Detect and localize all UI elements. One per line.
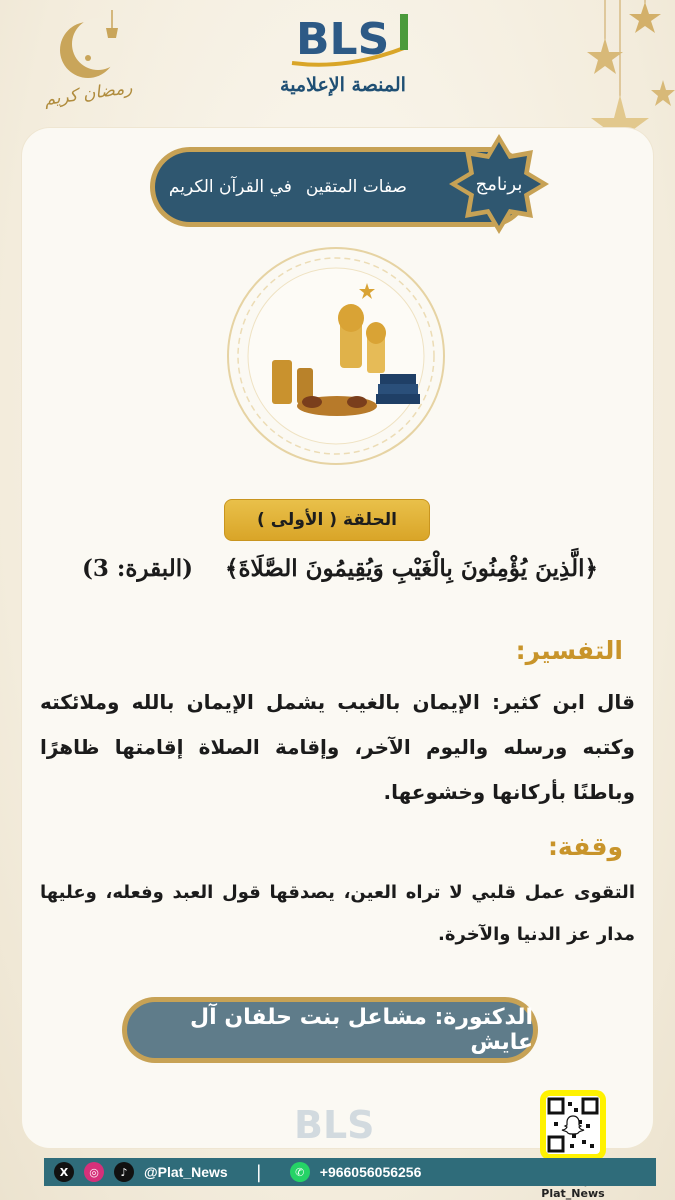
ramadan-script: رمضان كريم [43,77,134,111]
instagram-icon[interactable]: ◎ [84,1162,104,1182]
platform-name: المنصة الإعلامية [280,74,406,96]
waqfa-heading: وقفة: [547,832,623,861]
episode-badge: الحلقة ( الأولى ) [224,499,430,541]
verse-text: ﴿الَّذِينَ يُؤْمِنُونَ بِالْغَيْبِ وَيُقِيمُونَ الصَّلَاةَ﴾ [225,555,599,582]
footer-divider: | [255,1161,262,1183]
qr-pattern [546,1096,600,1154]
verse-reference: (البقرة: 3) [81,555,193,582]
whatsapp-icon[interactable]: ✆ [290,1162,310,1182]
watermark-logo [290,1098,390,1148]
program-title-part2: في القرآن الكريم [168,177,292,197]
social-handle[interactable]: @Plat_News [144,1164,228,1180]
qr-icon [546,1096,600,1154]
tiktok-icon[interactable]: ♪ [114,1162,134,1182]
x-icon[interactable]: X [54,1162,74,1182]
logo-text: BLS [296,14,390,65]
footer-bar [44,1158,656,1186]
svg-text:BLS: BLS [294,1103,375,1147]
waqfa-text: التقوى عمل قلبي لا تراه العين، يصدقها قول العبد وفعله، وعليها مدار عز الدنيا والآخرة. [40,882,635,945]
author-banner [122,997,538,1063]
program-title-part1: صفات المتقين [305,177,407,197]
snapchat-qr-code[interactable] [540,1090,606,1160]
tafsir-heading: التفسير: [515,636,623,665]
quran-verse [70,555,610,582]
program-label: برنامج [475,173,523,195]
bls-logo [282,8,412,68]
ramadan-lantern-illustration [252,278,422,428]
snap-handle: Plat_News [541,1187,605,1200]
tafsir-text: قال ابن كثير: الإيمان بالغيب يشمل الإيمان بالله وملائكته وكتبه ورسله واليوم الآخر، وإقامة الصلاة إقامتها ظاهرًا وباطنًا بأركانها وخشوعها. [40,690,635,804]
crescent-moon-icon [48,10,128,90]
author-name: الدكتورة: مشاعل بنت حلفان آل عايش [127,1002,533,1058]
phone-number[interactable]: +966056056256 [319,1164,422,1180]
